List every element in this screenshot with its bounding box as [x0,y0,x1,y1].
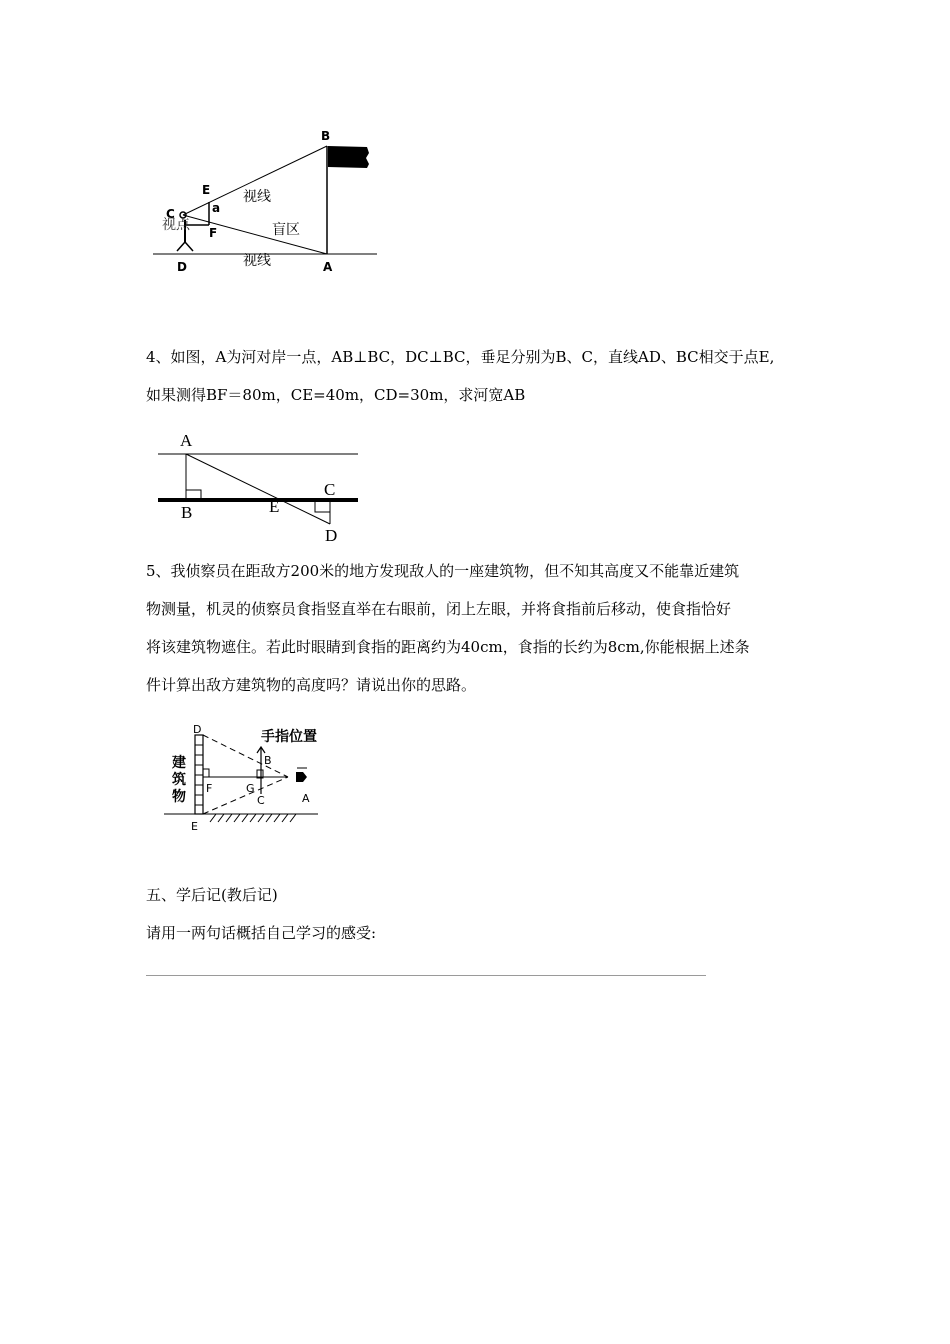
section-5-prompt: 请用一两句话概括自己学习的感受: [146,924,377,942]
label-B: B [321,129,331,143]
label-C: C [324,480,336,499]
problem-5-line-2: 物测量，机灵的侦察员食指竖直举在右眼前，闭上左眼，并将食指前后移动，使食指恰好 [146,600,732,618]
sight-line-bottom [183,215,327,254]
label-E: E [202,183,211,197]
problem-5-line-3: 将该建筑物遮住。若此时眼睛到食指的距离约为40cm，食指的长约为8cm,你能根据上述条 [146,638,750,656]
label-B: B [264,754,272,767]
label-C: C [257,794,265,807]
label-C: C [166,207,175,221]
text-finger-position: 手指位置 [261,729,317,745]
label-D: D [177,260,187,274]
section-5-title: 五、学后记(教后记) [146,886,278,904]
label-A: A [323,260,333,274]
label-F: F [209,226,218,240]
text-building-1: 建 [172,755,186,771]
person-leg-right [185,242,193,251]
label-D: D [193,723,202,736]
person-leg-left [177,242,185,251]
ground-hatching [210,814,296,822]
problem-5 [146,552,826,704]
text-building-3: 物 [172,789,186,805]
figure-finger-measure [160,722,330,840]
problem-4-line-1: 4、如图，A为河对岸一点，AB⊥BC，DC⊥BC，垂足分别为B、C，直线AD、BC相交于点E, [146,348,775,366]
eye-icon [296,772,307,782]
label-F: F [206,782,213,795]
text-building-2: 筑 [172,772,186,788]
building-bricks [195,745,203,805]
flag [328,146,369,168]
label-A: A [180,431,193,450]
label-G: G [246,782,255,795]
text-view-line-bottom: 视线 [243,253,271,269]
problem-4-line-2: 如果测得BF＝80m，CE=40m，CD=30m，求河宽AB [146,386,526,404]
figure-blind-zone [145,120,385,280]
label-B: B [181,503,193,522]
problem-5-line-4: 件计算出敌方建筑物的高度吗？请说出你的思路。 [146,676,477,694]
label-E: E [269,497,280,516]
figure-river-width [155,428,365,548]
answer-line[interactable] [146,975,706,976]
text-view-point: 视点 [162,217,190,233]
segment-AD [186,454,330,524]
label-D: D [325,526,338,545]
problem-4 [146,338,826,414]
text-blind-zone: 盲区 [272,222,300,238]
label-a: a [212,201,221,215]
label-A: A [302,792,310,805]
right-angle-F [203,769,209,777]
label-E: E [191,820,198,833]
problem-5-line-1: 5、我侦察员在距敌方200米的地方发现敌人的一座建筑物，但不知其高度又不能靠近建筑 [146,562,740,580]
text-view-line-top: 视线 [243,189,271,205]
